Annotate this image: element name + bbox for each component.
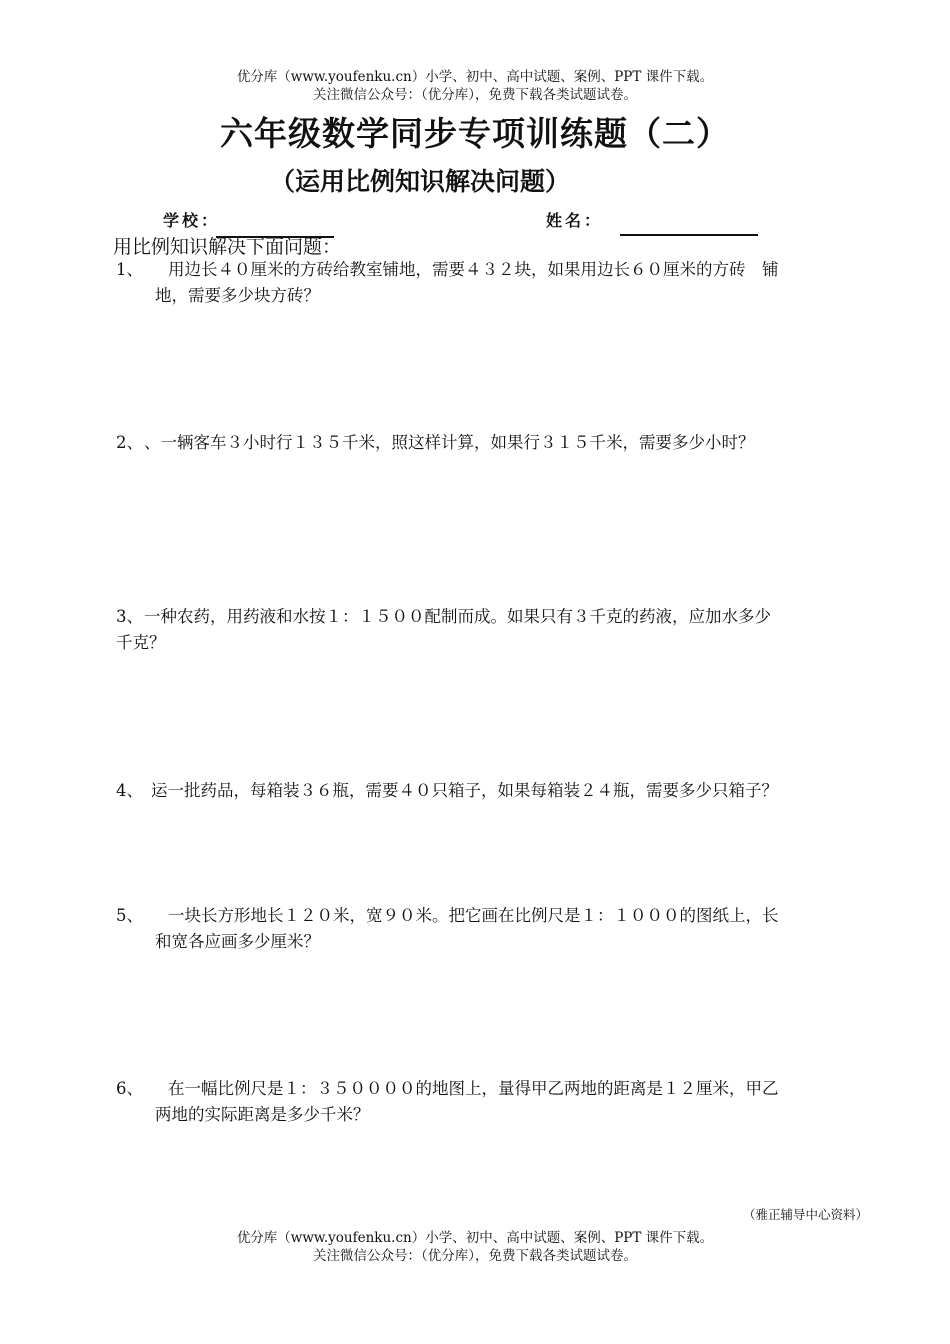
question-number: 6、	[116, 1079, 143, 1098]
question-2	[116, 430, 886, 456]
question-text-continued: 千克？	[116, 633, 166, 652]
source-note: （雅正辅导中心资料）	[743, 1207, 869, 1222]
question-6	[116, 1076, 886, 1128]
name-blank-line[interactable]	[620, 234, 758, 236]
question-4	[116, 778, 886, 804]
question-text: 运一批药品，每箱装３６瓶，需要４０只箱子，如果每箱装２４瓶，需要多少只箱子？	[151, 781, 778, 800]
question-1	[116, 257, 886, 309]
school-label: 学校：	[163, 211, 221, 230]
question-number: 3、	[116, 607, 143, 626]
page-footer-line1: 优分库（www.youfenku.cn）小学、初中、高中试题、案例、PPT 课件下载。	[236, 1230, 714, 1246]
question-text: 用边长４０厘米的方砖给教室铺地，需要４３２块，如果用边长６０厘米的方砖 铺	[168, 260, 779, 279]
question-number: 4、	[116, 781, 143, 800]
question-number: 5、	[116, 906, 143, 925]
instruction-heading: 用比例知识解决下面问题：	[113, 236, 342, 258]
question-5	[116, 903, 886, 955]
page-title: 六年级数学同步专项训练题（二）	[220, 114, 730, 153]
question-text: 在一幅比例尺是１：３５００００的地图上，量得甲乙两地的距离是１２厘米，甲乙	[168, 1079, 779, 1098]
question-text: 、一辆客车３小时行１３５千米，照这样计算，如果行３１５千米，需要多少小时？	[144, 433, 755, 452]
question-number: 2、	[116, 433, 143, 452]
question-text: 一种农药，用药液和水按１：１５００配制而成。如果只有３千克的药液，应加水多少	[144, 607, 771, 626]
question-3	[116, 604, 886, 656]
page-header-line2: 关注微信公众号：（优分库），免费下载各类试题试卷。	[313, 87, 637, 103]
page-footer-line2: 关注微信公众号：（优分库），免费下载各类试题试卷。	[313, 1248, 637, 1264]
question-text: 一块长方形地长１２０米，宽９０米。把它画在比例尺是１：１０００的图纸上，长	[168, 906, 779, 925]
question-number: 1、	[116, 260, 143, 279]
name-label: 姓名：	[546, 211, 604, 230]
question-text-continued: 和宽各应画多少厘米？	[155, 932, 320, 951]
question-text-continued: 地，需要多少块方砖？	[155, 286, 320, 305]
page-subtitle: （运用比例知识解决问题）	[270, 167, 571, 196]
page-header-line1: 优分库（www.youfenku.cn）小学、初中、高中试题、案例、PPT 课件下载。	[236, 69, 714, 85]
question-text-continued: 两地的实际距离是多少千米？	[155, 1105, 370, 1124]
